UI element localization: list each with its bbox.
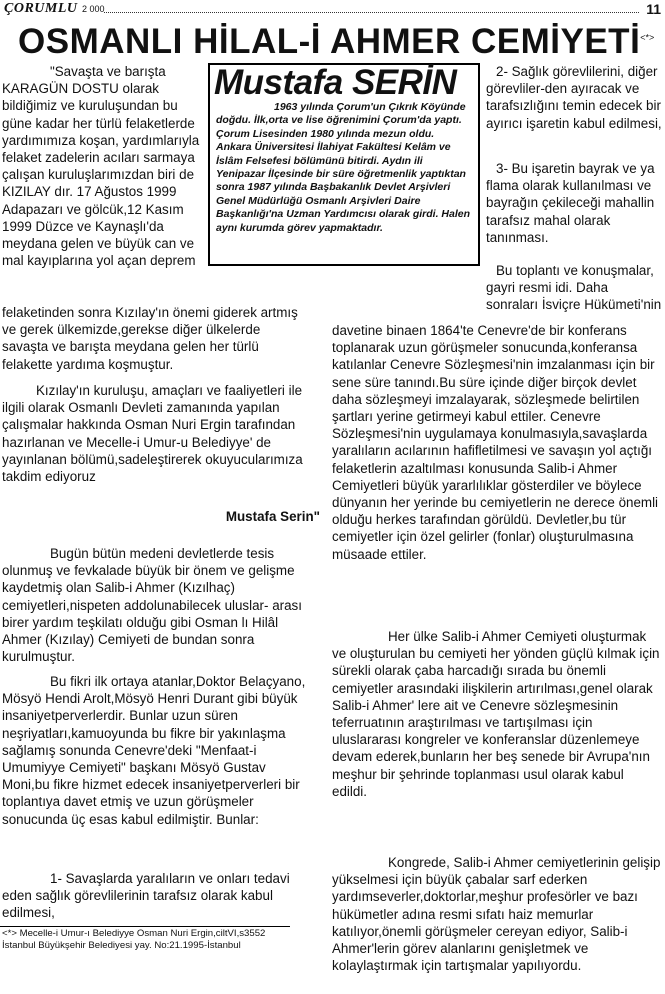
body-paragraph-10: Kongrede, Salib-i Ahmer cemiyetlerinin gelişip yükselmesi için büyük çabalar sarf ederken yardımseverler,doktorlar,meşhur profesörler ve bazı hükümetler adına resmi sıfatı haiz memurlar katılıyor,önemli görüşmeler cereyan ediyor, Salib-i Ahmer'lerin görev alanlarını genişletmek ve kolaylaştırmak için tartışmalar yapılıyordu.: [332, 855, 661, 974]
body-paragraph-6: 2- Sağlık görevlilerini, diğer görevliler-den ayıracak ve tarafsızlığını temin edecek bir ayırıcı işaretin kabul edilmesi,: [486, 64, 662, 131]
body-paragraph-3: Bugün bütün medeni devletlerde tesis olunmuş ve fevkalade büyük bir önem ve gelişme kaydetmiş olan Salib-i Ahmer (Kızılhaç) cemiyetleri,nispeten addolunabilecek uluslar- arası birer yardım teşkilatı olduğu gibi Osman lı Hilâl Ahmer (Kızılay) Cemiyeti de bundan sonra kurulmuştur.: [2, 546, 302, 665]
author-box: [208, 63, 480, 266]
body-paragraph-8-bottom: davetine binaen 1864'te Cenevre'de bir konferans toplanarak uzun görüşmeler sonucunda,konferansa katılanlar Cenevre Sözleşmesi'nin imzalanması için bir sene süre tanındı.Bu süre içinde diğer birçok devlet daha sözleşmeyi imzalayarak, sözleşmede belirtilen şartları yerine getirmeyi kabul ettiler. Cenevre Sözleşmesi'nin uygulamaya konulmasıyla,savaşlarda yaralıların acılarının hafifletilmesi ve savaşın yol açtığı felaketlerin azaltılması konusunda Salib-i Ahmer Cemiyetleri büyük yararlılıklar gösterdiler ve böylece dünyanın her yerinde bu cemiyetlerin ne derece önemli olduğu herkes tarafından görüldü. Devletler,bu tür cemiyetler için özel gelirler (fonlar) oluşturulmasına müsaade ettiler.: [332, 323, 659, 562]
body-paragraph-9: Her ülke Salib-i Ahmer Cemiyeti oluşturmak ve oluşturulan bu cemiyeti her yönden güçlü kılmak için sürekli olarak çaba harcadığı sırada bu önemli cemiyetler arasındaki ilişkilerin artırılması,genel olarak Salib-i Ahmer' lere ait ve Cenevre sözleşmesinin teferruatının araştırılması ve tartışılması için uluslararası kongreler ve konferanslar düzenlemeye devam ederek,bunların her beş senede bir Avrupa'nın meşhur bir şehrinde toplanması usul olarak kabul edildi.: [332, 629, 660, 799]
footnote-line-2: İstanbul Büyükşehir Belediyesi yay. No:21.1995-İstanbul: [2, 939, 241, 951]
article-title: [18, 22, 658, 62]
intro-signature: Mustafa Serin": [225, 509, 320, 524]
body-paragraph-5: 1- Savaşlarda yaralıların ve onları tedavi eden sağlık görevlilerinin tarafsız olarak kabul edilmesi,: [2, 871, 290, 921]
intro-paragraph-1-top: "Savaşta ve barışta KARAGÜN DOSTU olarak bildiğimiz ve kuruluşundan bu güne kadar her türlü felaketlerde yardımımıza koşan, yardımlarıyla felaket zadelerin acıları sarmaya çalışan kuruluşlarımızdan biri de KIZILAY dır. 17 Ağustos 1999 Adapazarı ve gölcük,12 Kasım 1999 Düzce ve Kaynaşlı'da meydana gelen ve büyük can ve mal kayıplarına yol açan deprem: [2, 64, 200, 269]
intro-paragraph-2: Kızılay'ın kuruluşu, amaçları ve faaliyetleri ile ilgili olarak Osmanlı Devleti zamanında yapılan çalışmalar hakkında Osman Nuri Ergin tarafından hazırlanan ve Mecelle-i Umur-u Belediyye' de yayınlanan bölümü,sadeleştirerek okuyucularımıza takdim ediyoruz: [2, 383, 303, 485]
author-bio: 1963 yılında Çorum'un Çıkrık Köyünde doğdu. İlk,orta ve lise öğrenimini Çorum'da yaptı. Çorum Lisesinden 1980 yılında mezun oldu. Ankara Üniversitesi İlahiyat Fakültesi Kelâm ve İslâm Felsefesi bölümünü bitirdi. Aydın ili Yenipazar İlçesinde bir süre öğretmenlik yaptıktan sonra 1987 yılında Başbakanlık Devlet Arşivleri Genel Müdürlüğü Osmanlı Arşivleri Daire Başkanlığı'na Uzman Yardımcısı olarak girdi. Halen aynı kurumda görev yapmaktadır.: [216, 101, 471, 234]
header-rule: [104, 12, 639, 13]
body-paragraph-7: 3- Bu işaretin bayrak ve ya flama olarak kullanılması ve bayrağın çekileceği mahallin tarafsız mahal olarak tanınması.: [486, 161, 655, 245]
title-footnote-marker: <*>: [640, 32, 655, 43]
article-title-text: OSMANLI HİLAL-İ AHMER CEMİYETİ: [18, 22, 641, 61]
body-paragraph-8-top: Bu toplantı ve konuşmalar, gayri resmi idi. Daha sonraları İsviçre Hükümeti'nin: [486, 263, 662, 313]
footnote-line-1: <*> Mecelle-i Umur-ı Belediyye Osman Nuri Ergin,ciltVI,s3552: [2, 928, 266, 939]
body-paragraph-4: Bu fikri ilk ortaya atanlar,Doktor Belaçyano, Mösyö Hendi Arolt,Mösyö Henri Durant gibi büyük insaniyetperverlerdir. Bunlar uzun süren neşriyatları,kamuoyunda bu fikre bir yakınlaşma sağlamış sonunda Cenevre'deki "Menfaat-i Umumiyye Cemiyeti" başkanı Mösyö Gustav Moni,bu fikre hizmet edecek insaniyetperverleri bir toplantıya davet etmiş ve uzun görüşmeler sonucunda üç esas kabul edilmiştir. Bunlar:: [2, 674, 306, 827]
masthead-year: 2 000: [82, 4, 105, 14]
intro-paragraph-1-bottom: felaketinden sonra Kızılay'ın önemi giderek artmış ve gerek ülkemizde,gerekse diğer ülkelerde savaşta ve barışta meydana gelen her türlü felakette yardıma koşmuştur.: [2, 305, 298, 372]
masthead-brand: ÇORUMLU: [4, 1, 78, 16]
page-number: 11: [646, 1, 661, 17]
author-name: Mustafa SERİN: [214, 63, 457, 102]
footnote: [2, 928, 302, 951]
footnote-rule: [0, 926, 290, 927]
